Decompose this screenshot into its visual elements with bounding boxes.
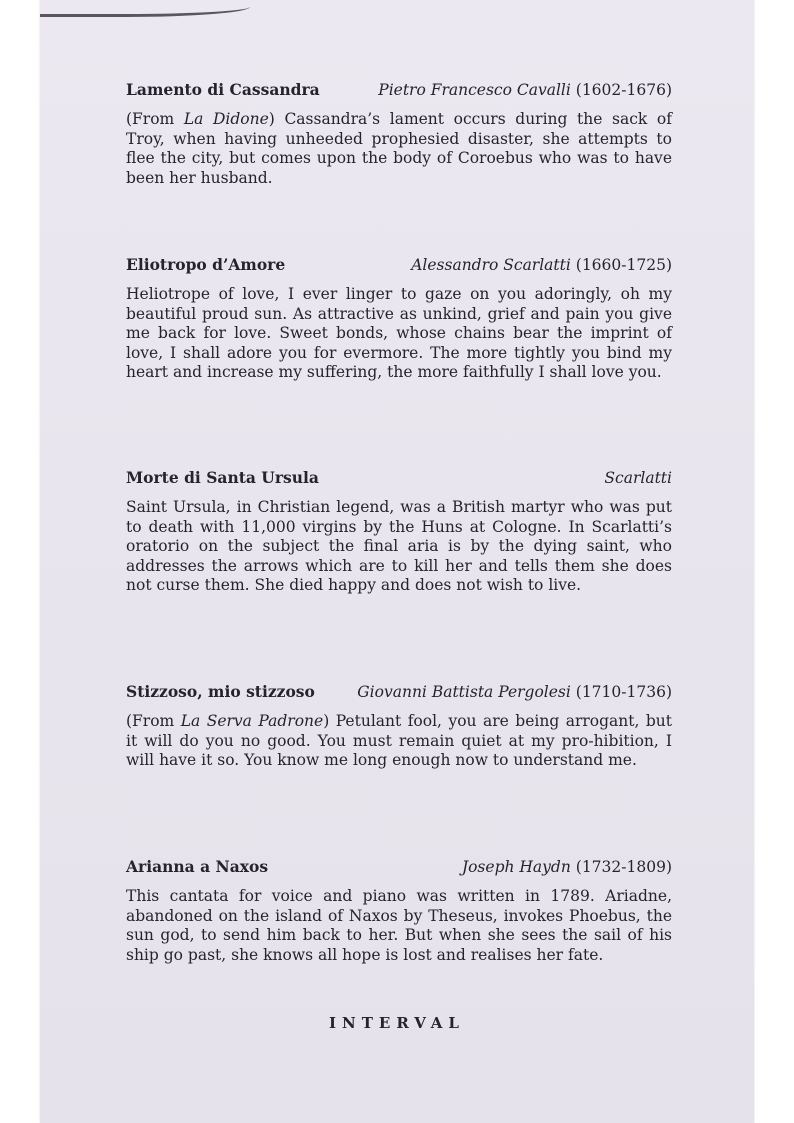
work-title: La Serva Padrone xyxy=(180,712,324,730)
description-text: ) Petulant fool, you are being arrogant, but it will do you no good. You must remain quiet at my pro-hibition, I will have it so. You know me long enough now to understand me. xyxy=(126,712,672,769)
piece-eliotropo-d-amore xyxy=(126,255,672,383)
piece-header xyxy=(126,857,672,881)
piece-header xyxy=(126,468,672,492)
piece-title: Eliotropo d’Amore xyxy=(126,255,286,274)
description-prefix: (From xyxy=(126,110,184,128)
piece-credit xyxy=(411,256,672,274)
piece-dates: (1660-1725) xyxy=(575,256,672,274)
piece-composer: Joseph Haydn xyxy=(461,858,571,876)
piece-description: This cantata for voice and piano was written in 1789. Ariadne, abandoned on the island of Naxos by Theseus, invokes Phoebus, the sun god, to send him back to her. But when she sees the sail of his ship go past, she knows all hope is lost and realises her fate. xyxy=(126,887,672,964)
description-text: ) Cassandra’s lament occurs during the sack of Troy, when having unheeded prophesied disaster, she attempts to flee the city, but comes upon the body of Coroebus who was to have been her husband. xyxy=(126,110,672,187)
piece-composer: Giovanni Battista Pergolesi xyxy=(357,683,571,701)
piece-morte-di-santa-ursula xyxy=(126,468,672,596)
piece-header xyxy=(126,255,672,279)
piece-arianna-a-naxos xyxy=(126,857,672,965)
piece-stizzoso-mio-stizzoso xyxy=(126,682,672,771)
piece-credit xyxy=(357,683,672,701)
interval-heading: INTERVAL xyxy=(329,1014,465,1032)
description-prefix: (From xyxy=(126,712,181,730)
piece-title: Arianna a Naxos xyxy=(126,857,269,876)
piece-composer: Alessandro Scarlatti xyxy=(411,256,571,274)
piece-title: Stizzoso, mio stizzoso xyxy=(126,682,315,701)
piece-composer: Pietro Francesco Cavalli xyxy=(378,81,571,99)
piece-header xyxy=(126,682,672,706)
piece-title: Morte di Santa Ursula xyxy=(126,468,319,487)
page-curl-shadow xyxy=(40,0,250,17)
piece-description xyxy=(126,110,672,188)
piece-dates: (1602-1676) xyxy=(575,81,672,99)
piece-composer: Scarlatti xyxy=(604,469,672,487)
piece-lamento-di-cassandra xyxy=(126,80,672,188)
programme-page xyxy=(40,0,754,1123)
piece-header xyxy=(126,80,672,104)
piece-description: Saint Ursula, in Christian legend, was a British martyr who was put to death with 11,000 virgins by the Huns at Cologne. In Scarlatti’s oratorio on the subject the final aria is by the dying saint, who addresses the arrows which are to kill her and tells them she does not curse them. She died happy and does not wish to live. xyxy=(126,498,672,594)
piece-description: Heliotrope of love, I ever linger to gaze on you adoringly, oh my beautiful proud sun. As attractive as unkind, grief and pain you give me back for love. Sweet bonds, whose chains bear the imprint of love, I shall adore you for evermore. The more tightly you bind my heart and increase my suffering, the more faithfully I shall love you. xyxy=(126,285,672,381)
piece-credit xyxy=(378,81,672,99)
piece-dates: (1710-1736) xyxy=(575,683,672,701)
piece-credit xyxy=(462,858,672,876)
piece-dates: (1732-1809) xyxy=(575,858,672,876)
piece-title: Lamento di Cassandra xyxy=(126,80,320,99)
piece-description xyxy=(126,712,672,771)
work-title: La Didone xyxy=(183,110,269,128)
